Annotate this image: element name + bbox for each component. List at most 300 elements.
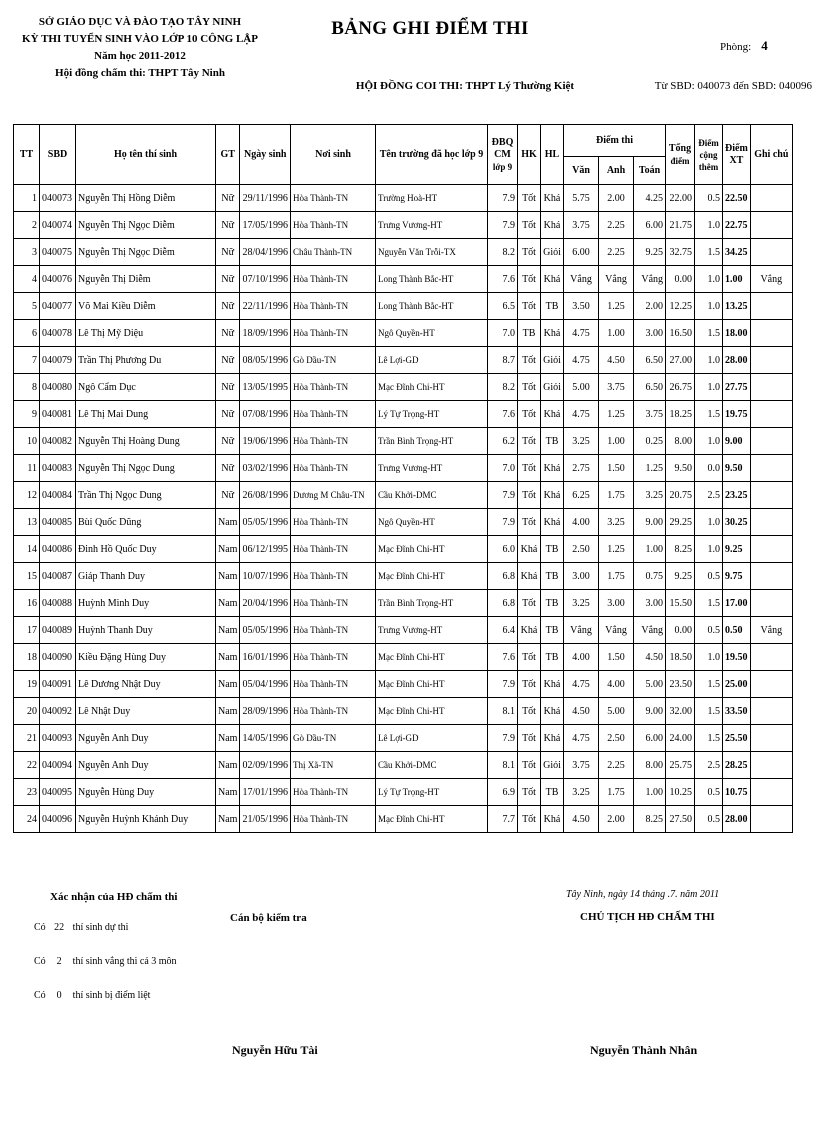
cell-note [750,239,792,266]
cell-name: Nguyễn Thị Diễm [76,266,216,293]
cell-dob: 14/05/1996 [240,725,291,752]
cell-hk: Tốt [518,212,541,239]
cell-hk: Tốt [518,401,541,428]
cell-hk: Tốt [518,671,541,698]
cell-hl: Giỏi [541,752,564,779]
cell-toan: 9.00 [634,509,666,536]
cell-gender: Nam [216,806,240,833]
cell-hl: Khá [541,725,564,752]
cell-note: Vắng [750,266,792,293]
cell-total: 32.75 [666,239,695,266]
cell-school: Trưng Vương-HT [376,455,488,482]
cell-dob: 07/10/1996 [240,266,291,293]
stat-text: thí sinh dự thi [72,922,129,933]
cell-sbd: 040077 [40,293,76,320]
cell-dob: 05/05/1996 [240,617,291,644]
cell-total: 27.50 [666,806,695,833]
cell-birthplace: Gò Dầu-TN [291,347,376,374]
table-row [14,401,793,428]
cell-dbq: 7.9 [488,725,518,752]
cell-note [750,671,792,698]
grading-council: Hội đồng chấm thi: THPT Tây Ninh [55,67,225,79]
cell-note [750,806,792,833]
cell-name: Nguyễn Hùng Duy [76,779,216,806]
cell-tt: 17 [14,617,40,644]
cell-school: Mạc Đĩnh Chi-HT [376,374,488,401]
cell-note [750,401,792,428]
cell-xt: 17.00 [723,590,751,617]
cell-sbd: 040079 [40,347,76,374]
col-anh: Anh [599,157,634,185]
cell-note [750,482,792,509]
cell-anh: 2.25 [599,239,634,266]
cell-anh: 1.25 [599,293,634,320]
table-row [14,212,793,239]
cell-name: Lê Dương Nhật Duy [76,671,216,698]
cell-name: Nguyễn Anh Duy [76,752,216,779]
cell-xt: 25.00 [723,671,751,698]
col-hl: HL [541,125,564,185]
cell-birthplace: Gò Dầu-TN [291,725,376,752]
cell-van: 3.50 [564,293,599,320]
signing-date: Tây Ninh, ngày 14 tháng .7. năm 2011 [566,889,720,900]
cell-school: Lê Lợi-GD [376,347,488,374]
cell-hl: Khá [541,509,564,536]
cell-xt: 9.75 [723,563,751,590]
table-row [14,644,793,671]
cell-dob: 18/09/1996 [240,320,291,347]
cell-hl: TB [541,428,564,455]
cell-gender: Nữ [216,185,240,212]
cell-gender: Nữ [216,212,240,239]
cell-birthplace: Thị Xã-TN [291,752,376,779]
cell-hk: Tốt [518,347,541,374]
cell-anh: Vắng [599,617,634,644]
cell-bonus: 1.5 [695,401,723,428]
cell-gender: Nam [216,617,240,644]
cell-xt: 9.25 [723,536,751,563]
cell-dob: 06/12/1995 [240,536,291,563]
cell-hk: Khá [518,617,541,644]
cell-name: Giáp Thanh Duy [76,563,216,590]
cell-hk: Tốt [518,428,541,455]
cell-bonus: 1.0 [695,293,723,320]
col-dbq-line3: lớp 9 [492,161,513,172]
cell-note [750,293,792,320]
cell-xt: 0.50 [723,617,751,644]
cell-toan: 8.25 [634,806,666,833]
col-note: Ghi chú [750,125,792,185]
cell-toan: 1.25 [634,455,666,482]
cell-total: 20.75 [666,482,695,509]
cell-van: 4.50 [564,698,599,725]
cell-hk: Tốt [518,374,541,401]
cell-tt: 16 [14,590,40,617]
stat-text: thí sinh bị điểm liệt [72,990,151,1001]
cell-note [750,779,792,806]
cell-sbd: 040089 [40,617,76,644]
cell-bonus: 0.5 [695,563,723,590]
cell-hl: Giỏi [541,239,564,266]
cell-birthplace: Dương M Châu-TN [291,482,376,509]
col-total-line1: Tổng [668,142,692,154]
cell-tt: 8 [14,374,40,401]
cell-dob: 28/04/1996 [240,239,291,266]
cell-name: Ngô Cẩm Dục [76,374,216,401]
cell-toan: 3.00 [634,320,666,347]
cell-tt: 12 [14,482,40,509]
cell-dbq: 7.7 [488,806,518,833]
cell-name: Nguyễn Thị Hoàng Dung [76,428,216,455]
cell-bonus: 0.0 [695,455,723,482]
col-tt: TT [14,125,40,185]
cell-anh: 5.00 [599,698,634,725]
cell-total: 23.50 [666,671,695,698]
cell-toan: Vắng [634,266,666,293]
cell-gender: Nam [216,563,240,590]
page-title: BẢNG GHI ĐIỂM THI [331,18,529,39]
cell-total: 0.00 [666,266,695,293]
cell-school: Trần Bình Trọng-HT [376,428,488,455]
cell-total: 27.00 [666,347,695,374]
chair-name: Nguyễn Thành Nhân [590,1043,698,1057]
cell-sbd: 040088 [40,590,76,617]
cell-name: Bùi Quốc Dũng [76,509,216,536]
table-row [14,590,793,617]
cell-xt: 10.75 [723,779,751,806]
cell-toan: 3.25 [634,482,666,509]
cell-total: 32.00 [666,698,695,725]
table-row [14,293,793,320]
cell-hl: Khá [541,266,564,293]
cell-sbd: 040080 [40,374,76,401]
cell-sbd: 040074 [40,212,76,239]
col-scores-group: Điểm thi [564,125,666,157]
cell-dbq: 6.8 [488,590,518,617]
cell-hl: TB [541,536,564,563]
cell-dob: 29/11/1996 [240,185,291,212]
cell-bonus: 1.5 [695,590,723,617]
cell-tt: 4 [14,266,40,293]
col-name: Họ tên thí sinh [76,125,216,185]
table-row [14,779,793,806]
cell-tt: 13 [14,509,40,536]
cell-school: Cầu Khởi-DMC [376,752,488,779]
cell-hk: Tốt [518,185,541,212]
cell-school: Lê Lợi-GD [376,725,488,752]
cell-note [750,185,792,212]
cell-dbq: 7.6 [488,401,518,428]
cell-sbd: 040073 [40,185,76,212]
cell-toan: 6.50 [634,347,666,374]
cell-dbq: 7.6 [488,266,518,293]
cell-dob: 16/01/1996 [240,644,291,671]
stat-count: 22 [54,922,65,933]
room-label: Phòng: [720,41,752,53]
cell-birthplace: Hòa Thành-TN [291,374,376,401]
table-row [14,698,793,725]
cell-dbq: 6.2 [488,428,518,455]
cell-birthplace: Hòa Thành-TN [291,590,376,617]
cell-sbd: 040094 [40,752,76,779]
cell-total: 8.25 [666,536,695,563]
cell-toan: 6.00 [634,725,666,752]
table-row [14,482,793,509]
cell-anh: 1.25 [599,536,634,563]
cell-dbq: 7.9 [488,212,518,239]
cell-gender: Nam [216,698,240,725]
cell-gender: Nữ [216,401,240,428]
cell-tt: 7 [14,347,40,374]
cell-total: 22.00 [666,185,695,212]
table-row [14,617,793,644]
cell-birthplace: Hòa Thành-TN [291,455,376,482]
cell-school: Mạc Đĩnh Chi-HT [376,806,488,833]
cell-dob: 07/08/1996 [240,401,291,428]
cell-birthplace: Hòa Thành-TN [291,401,376,428]
col-bonus-line3: thêm [698,161,719,172]
cell-dob: 05/04/1996 [240,671,291,698]
col-xt-line1: Điểm [725,142,748,154]
cell-total: 10.25 [666,779,695,806]
cell-school: Nguyễn Văn Trỗi-TX [376,239,488,266]
cell-toan: 4.25 [634,185,666,212]
cell-birthplace: Hòa Thành-TN [291,212,376,239]
cell-dbq: 6.5 [488,293,518,320]
cell-name: Lê Thị Mai Dung [76,401,216,428]
col-xt-line2: XT [729,154,744,166]
cell-name: Nguyễn Huỳnh Khánh Duy [76,806,216,833]
cell-van: 4.75 [564,401,599,428]
col-total-line2: điểm [670,155,690,166]
cell-xt: 28.00 [723,347,751,374]
cell-hk: Tốt [518,455,541,482]
cell-total: 18.25 [666,401,695,428]
cell-hk: Khá [518,563,541,590]
cell-gender: Nữ [216,266,240,293]
cell-hl: TB [541,617,564,644]
cell-dob: 05/05/1996 [240,509,291,536]
cell-sbd: 040096 [40,806,76,833]
cell-name: Nguyễn Thị Ngọc Dung [76,455,216,482]
cell-gender: Nam [216,536,240,563]
cell-gender: Nữ [216,239,240,266]
cell-note [750,212,792,239]
cell-anh: 1.75 [599,779,634,806]
cell-name: Trần Thị Phương Du [76,347,216,374]
table-row [14,671,793,698]
cell-hk: Tốt [518,806,541,833]
cell-hk: Tốt [518,482,541,509]
cell-gender: Nữ [216,374,240,401]
cell-note [750,698,792,725]
cell-van: 6.00 [564,239,599,266]
cell-sbd: 040081 [40,401,76,428]
cell-van: 3.75 [564,752,599,779]
chair-label: CHỦ TỊCH HĐ CHẤM THI [580,911,715,923]
cell-hl: Khá [541,212,564,239]
cell-bonus: 1.5 [695,671,723,698]
cell-birthplace: Hòa Thành-TN [291,671,376,698]
cell-school: Trần Bình Trọng-HT [376,590,488,617]
cell-sbd: 040095 [40,779,76,806]
table-row [14,455,793,482]
cell-anh: 1.50 [599,644,634,671]
cell-xt: 33.50 [723,698,751,725]
col-dbq-line2: CM [494,148,511,160]
cell-note [750,347,792,374]
cell-toan: 6.50 [634,374,666,401]
cell-total: 9.50 [666,455,695,482]
cell-dbq: 7.9 [488,509,518,536]
cell-hl: Khá [541,482,564,509]
cell-gender: Nữ [216,455,240,482]
checker-label: Cán bộ kiểm tra [230,912,307,924]
stat-count: 0 [56,990,62,1001]
cell-dbq: 7.9 [488,482,518,509]
cell-van: 3.25 [564,428,599,455]
cell-bonus: 2.5 [695,752,723,779]
cell-van: 4.00 [564,644,599,671]
cell-hk: Tốt [518,509,541,536]
cell-anh: 4.50 [599,347,634,374]
cell-dbq: 8.1 [488,752,518,779]
cell-hl: Khá [541,185,564,212]
cell-sbd: 040085 [40,509,76,536]
cell-gender: Nữ [216,320,240,347]
cell-tt: 23 [14,779,40,806]
department-name: SỞ GIÁO DỤC VÀ ĐÀO TẠO TÂY NINH [38,16,242,28]
cell-xt: 19.50 [723,644,751,671]
cell-bonus: 1.0 [695,266,723,293]
cell-sbd: 040078 [40,320,76,347]
cell-sbd: 040092 [40,698,76,725]
cell-name: Nguyễn Thị Hồng Diễm [76,185,216,212]
col-dbq [488,125,518,185]
cell-dbq: 8.1 [488,698,518,725]
cell-tt: 11 [14,455,40,482]
cell-note [750,536,792,563]
col-sbd: SBD [40,125,76,185]
cell-total: 29.25 [666,509,695,536]
cell-anh: 2.25 [599,212,634,239]
col-xt [723,125,751,185]
table-row [14,536,793,563]
cell-birthplace: Hòa Thành-TN [291,320,376,347]
cell-xt: 1.00 [723,266,751,293]
cell-school: Mạc Đĩnh Chi-HT [376,644,488,671]
cell-dob: 03/02/1996 [240,455,291,482]
cell-birthplace: Hòa Thành-TN [291,266,376,293]
header-left-block [10,14,270,82]
cell-birthplace: Hòa Thành-TN [291,563,376,590]
col-van: Văn [564,157,599,185]
cell-note [750,752,792,779]
table-row [14,806,793,833]
cell-hl: TB [541,590,564,617]
cell-birthplace: Hòa Thành-TN [291,185,376,212]
cell-school: Mạc Đĩnh Chi-HT [376,671,488,698]
cell-hk: Tốt [518,725,541,752]
cell-anh: 2.00 [599,806,634,833]
cell-dob: 10/07/1996 [240,563,291,590]
col-bonus-line1: Điểm [698,137,719,148]
cell-name: Huỳnh Thanh Duy [76,617,216,644]
cell-note [750,509,792,536]
cell-anh: 1.00 [599,428,634,455]
cell-school: Trưng Vương-HT [376,212,488,239]
cell-xt: 22.50 [723,185,751,212]
cell-hl: Khá [541,671,564,698]
cell-hl: TB [541,779,564,806]
cell-note [750,590,792,617]
cell-van: 3.75 [564,212,599,239]
cell-birthplace: Châu Thành-TN [291,239,376,266]
table-row [14,266,793,293]
cell-van: 5.00 [564,374,599,401]
cell-hk: Tốt [518,698,541,725]
cell-bonus: 1.5 [695,320,723,347]
cell-toan: 0.25 [634,428,666,455]
cell-sbd: 040091 [40,671,76,698]
cell-total: 8.00 [666,428,695,455]
stat-text: thí sinh vắng thi cả 3 môn [72,956,177,967]
cell-dbq: 7.0 [488,455,518,482]
cell-xt: 25.50 [723,725,751,752]
cell-name: Nguyễn Thị Ngọc Diễm [76,239,216,266]
cell-gender: Nam [216,752,240,779]
cell-toan: 8.00 [634,752,666,779]
cell-anh: 1.50 [599,455,634,482]
cell-dbq: 8.7 [488,347,518,374]
cell-toan: 2.00 [634,293,666,320]
cell-anh: Vắng [599,266,634,293]
cell-anh: 1.75 [599,482,634,509]
cell-gender: Nữ [216,347,240,374]
cell-toan: 4.50 [634,644,666,671]
table-row [14,509,793,536]
cell-gender: Nữ [216,428,240,455]
cell-van: 3.25 [564,779,599,806]
cell-name: Lê Thị Mỹ Diệu [76,320,216,347]
col-toan: Toán [634,157,666,185]
cell-toan: 9.25 [634,239,666,266]
room-info [720,38,768,54]
table-row [14,563,793,590]
cell-tt: 2 [14,212,40,239]
cell-xt: 9.50 [723,455,751,482]
cell-toan: 1.00 [634,779,666,806]
cell-birthplace: Hòa Thành-TN [291,698,376,725]
cell-bonus: 1.0 [695,536,723,563]
cell-bonus: 1.0 [695,428,723,455]
cell-dbq: 7.9 [488,671,518,698]
cell-dob: 17/05/1996 [240,212,291,239]
cell-xt: 13.25 [723,293,751,320]
cell-birthplace: Hòa Thành-TN [291,779,376,806]
cell-bonus: 1.0 [695,374,723,401]
cell-school: Mạc Đĩnh Chi-HT [376,563,488,590]
table-row [14,185,793,212]
cell-tt: 3 [14,239,40,266]
cell-birthplace: Hòa Thành-TN [291,806,376,833]
cell-total: 25.75 [666,752,695,779]
cell-total: 15.50 [666,590,695,617]
col-birthplace: Nơi sinh [291,125,376,185]
cell-bonus: 0.5 [695,185,723,212]
cell-dbq: 8.2 [488,239,518,266]
col-bonus [695,125,723,185]
